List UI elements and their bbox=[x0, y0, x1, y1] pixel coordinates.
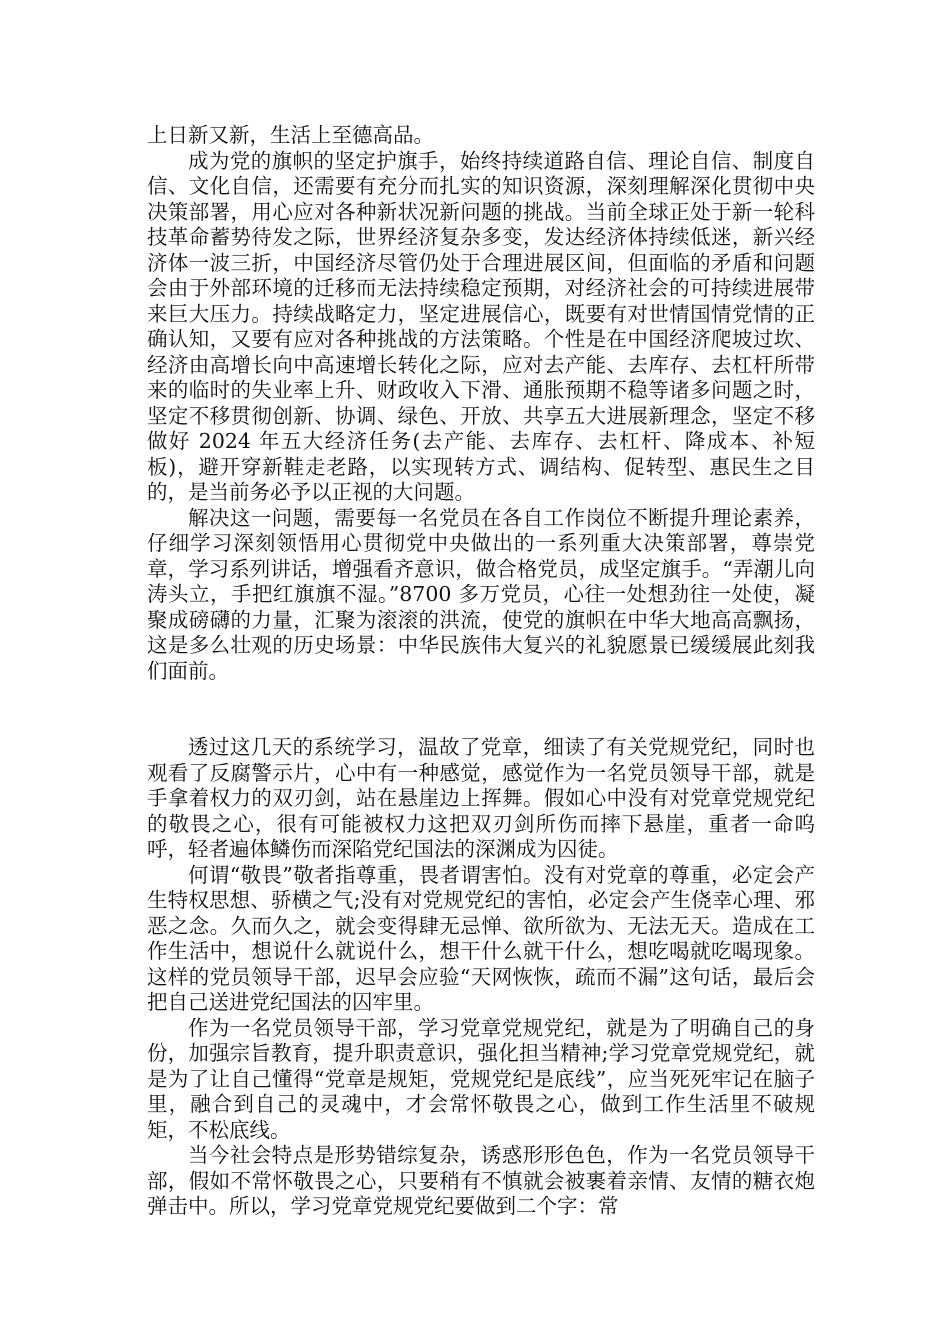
paragraph: 透过这几天的系统学习，温故了党章，细读了有关党规党纪，同时也观看了反腐警示片，心中有一种感觉，感觉作为一名党员领导干部，就是手拿着权力的双刃剑，站在悬崖边上挥舞。假如心中没有对党章党规党纪的敬畏之心，很有可能被权力这把双刃剑所伤而摔下悬崖，重者一命呜呼，轻者遍体鳞伤而深陷党纪国法的深渊成为囚徒。 bbox=[147, 735, 815, 861]
paragraph-spacer bbox=[147, 684, 815, 735]
paragraph: 成为党的旗帜的坚定护旗手，始终持续道路自信、理论自信、制度自信、文化自信，还需要有充分而扎实的知识资源，深刻理解深化贯彻中央决策部署，用心应对各种新状况新问题的挑战。当前全球正处于新一轮科技革命蓄势待发之际，世界经济复杂多变，发达经济体持续低迷，新兴经济体一波三折，中国经济尽管仍处于合理进展区间，但面临的矛盾和问题会由于外部环境的迁移而无法持续稳定预期，对经济社会的可持续进展带来巨大压力。持续战略定力，坚定进展信心，既要有对世情国情党情的正确认知，又要有应对各种挑战的方法策略。个性是在中国经济爬坡过坎、经济由高增长向中高速增长转化之际，应对去产能、去库存、去杠杆所带来的临时的失业率上升、财政收入下滑、通胀预期不稳等诸多问题之时，坚定不移贯彻创新、协调、绿色、开放、共享五大进展新理念，坚定不移做好 2024 年五大经济任务(去产能、去库存、去杠杆、降成本、补短板)，避开穿新鞋走老路，以实现转方式、调结构、促转型、惠民生之目的，是当前务必予以正视的大问题。 bbox=[147, 148, 815, 504]
document-page bbox=[147, 123, 815, 1220]
paragraph: 何谓“敬畏”敬者指尊重，畏者谓害怕。没有对党章的尊重，必定会产生特权思想、骄横之气;没有对党规党纪的害怕，必定会产生侥幸心理、邪恶之念。久而久之，就会变得肆无忌惮、欲所欲为、无法无天。造成在工作生活中，想说什么就说什么，想干什么就干什么，想吃喝就吃喝现象。这样的党员领导干部，迟早会应验“天网恢恢，疏而不漏”这句话，最后会把自己送进党纪国法的囚牢里。 bbox=[147, 862, 815, 1014]
paragraph: 作为一名党员领导干部，学习党章党规党纪，就是为了明确自己的身份，加强宗旨教育，提升职责意识，强化担当精神;学习党章党规党纪，就是为了让自己懂得“党章是规矩，党规党纪是底线”，应当死死牢记在脑子里，融合到自己的灵魂中，才会常怀敬畏之心，做到工作生活里不破规矩，不松底线。 bbox=[147, 1015, 815, 1142]
paragraph: 解决这一问题，需要每一名党员在各自工作岗位不断提升理论素养，仔细学习深刻领悟用心贯彻党中央做出的一系列重大决策部署，尊崇党章，学习系列讲话，增强看齐意识，做合格党员，成坚定旗手。“弄潮儿向涛头立，手把红旗旗不湿。”8700 多万党员，心往一处想劲往一处使，凝聚成磅礴的力量，汇聚为滚滚的洪流，使党的旗帜在中华大地高高飘扬，这是多么壮观的历史场景：中华民族伟大复兴的礼貌愿景已缓缓展此刻我们面前。 bbox=[147, 505, 815, 683]
paragraph-continuation: 上日新又新，生活上至德高品。 bbox=[147, 123, 434, 147]
paragraph: 当今社会特点是形势错综复杂，诱惑形形色色，作为一名党员领导干部，假如不常怀敬畏之心，只要稍有不慎就会被裹着亲情、友情的糖衣炮弹击中。所以，学习党章党规党纪要做到二个字：常 bbox=[147, 1143, 815, 1218]
